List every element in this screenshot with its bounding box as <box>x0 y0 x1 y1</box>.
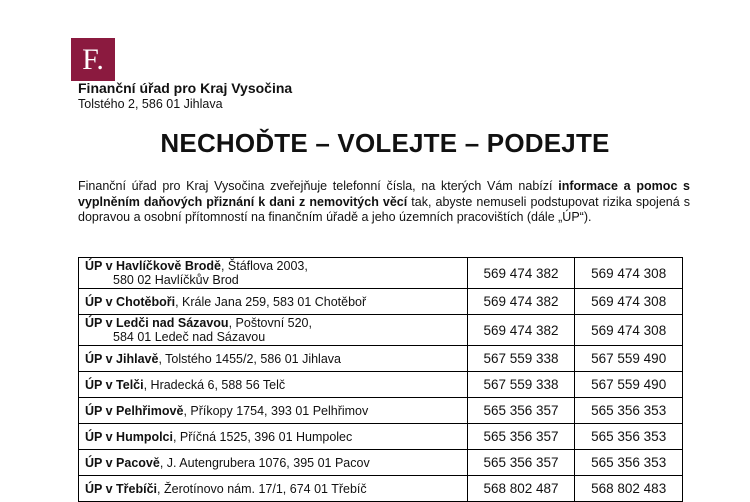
office-street: , Krále Jana 259, 583 01 Chotěboř <box>175 294 367 309</box>
table-row <box>79 315 683 346</box>
phone-number[interactable]: 565 356 357 <box>467 424 575 450</box>
table-row <box>79 476 683 502</box>
intro-highlight: informace a pomoc s vyplněním daňových přiznání k dani z nemovitých věcí <box>78 179 690 209</box>
office-street: , Žerotínovo nám. 17/1, 674 01 Třebíč <box>157 481 367 496</box>
phone-number[interactable]: 567 559 338 <box>467 346 575 372</box>
phone-number[interactable]: 565 356 353 <box>575 398 683 424</box>
office-name: ÚP v Jihlavě <box>85 351 159 366</box>
office-street: , Příkopy 1754, 393 01 Pelhřimov <box>183 403 369 418</box>
phone-number[interactable]: 568 802 487 <box>467 476 575 502</box>
table-row <box>79 398 683 424</box>
phone-number[interactable]: 565 356 353 <box>575 450 683 476</box>
phone-number[interactable]: 569 474 382 <box>467 258 575 289</box>
phone-number[interactable]: 567 559 490 <box>575 372 683 398</box>
logo: F. <box>71 38 115 81</box>
phone-number[interactable]: 565 356 357 <box>467 398 575 424</box>
office-address-cell <box>79 346 468 372</box>
table-row <box>79 450 683 476</box>
office-name: ÚP v Chotěboři <box>85 294 176 309</box>
office-address-cell <box>79 476 468 502</box>
office-name: ÚP v Pacově <box>85 455 160 470</box>
office-phone-table <box>78 257 683 502</box>
document-title: NECHOĎTE – VOLEJTE – PODEJTE <box>160 128 610 158</box>
office-address: Tolstého 2, 586 01 Jihlava <box>78 97 223 111</box>
office-street: , Příčná 1525, 396 01 Humpolec <box>172 429 353 444</box>
office-street: , Hradecká 6, 588 56 Telč <box>143 377 286 392</box>
office-name: ÚP v Ledči nad Sázavou <box>85 316 229 330</box>
office-address-cell <box>79 450 468 476</box>
office-name: ÚP v Pelhřimově <box>85 403 184 418</box>
office-name: ÚP v Havlíčkově Brodě <box>85 259 221 273</box>
phone-number[interactable]: 567 559 490 <box>575 346 683 372</box>
office-address-cell <box>79 372 468 398</box>
phone-number[interactable]: 568 802 483 <box>575 476 683 502</box>
office-address-cell <box>79 398 468 424</box>
office-name: ÚP v Telči <box>85 377 144 392</box>
office-street: , J. Autengrubera 1076, 395 01 Pacov <box>159 455 370 470</box>
office-address-cell <box>79 424 468 450</box>
table-row <box>79 289 683 315</box>
phone-number[interactable]: 567 559 338 <box>467 372 575 398</box>
office-name: Finanční úřad pro Kraj Vysočina <box>78 80 293 96</box>
phone-number[interactable]: 569 474 382 <box>467 315 575 346</box>
intro-text-1: Finanční úřad pro Kraj Vysočina zveřejňuje telefonní čísla, na kterých Vám nabízí <box>78 179 559 193</box>
phone-number[interactable]: 569 474 308 <box>575 258 683 289</box>
office-street: , Poštovní 520, <box>228 316 312 330</box>
table-row <box>79 346 683 372</box>
intro-paragraph <box>78 179 690 226</box>
office-city: 580 02 Havlíčkův Brod <box>113 273 239 287</box>
phone-number[interactable]: 569 474 308 <box>575 315 683 346</box>
office-address-cell <box>79 289 468 315</box>
phone-number[interactable]: 565 356 357 <box>467 450 575 476</box>
office-street: , Štáflova 2003, <box>220 259 308 273</box>
phone-number[interactable]: 569 474 382 <box>467 289 575 315</box>
table-row <box>79 372 683 398</box>
office-city: 584 01 Ledeč nad Sázavou <box>113 330 266 344</box>
office-street: , Tolstého 1455/2, 586 01 Jihlava <box>158 351 341 366</box>
phone-number[interactable]: 565 356 353 <box>575 424 683 450</box>
office-name: ÚP v Humpolci <box>85 429 173 444</box>
intro-text-2: tak, abyste nemuseli podstupovat rizika spojená s dopravou a osobní přítomností na finančním úřadě a jeho územních pracovištích (dále „ÚP“). <box>78 194 690 225</box>
table-row <box>79 258 683 289</box>
phone-number[interactable]: 569 474 308 <box>575 289 683 315</box>
table-row <box>79 424 683 450</box>
office-address-cell <box>79 258 468 289</box>
office-address-cell <box>79 315 468 346</box>
office-name: ÚP v Třebíči <box>85 481 158 496</box>
